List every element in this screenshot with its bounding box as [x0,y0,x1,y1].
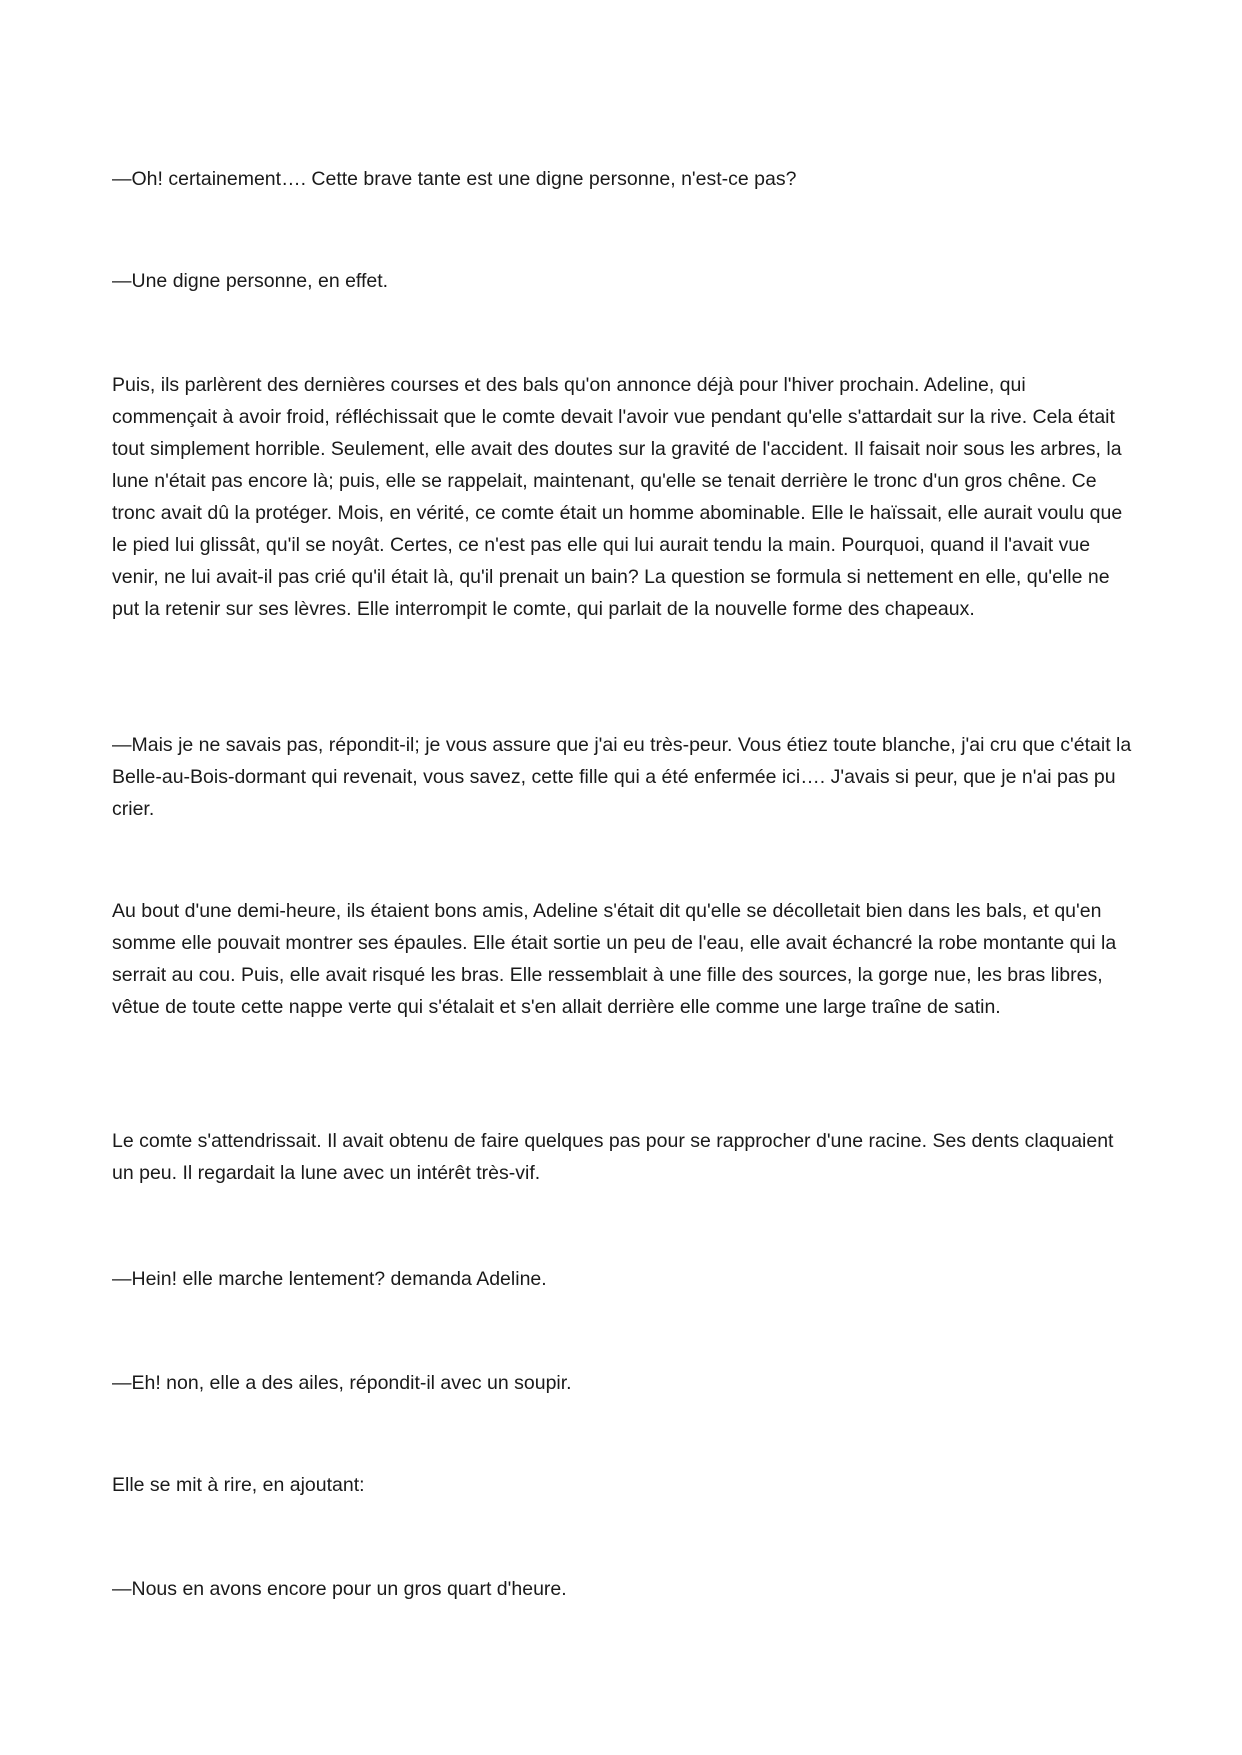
paragraph-narrative-4: Elle se mit à rire, en ajoutant: [112,1474,365,1496]
paragraph-dialogue-3: —Mais je ne savais pas, répondit-il; je vous assure que j'ai eu très-peur. Vous étiez toute blanche, j'ai cru que c'était la Belle-au-Bois-dormant qui revenait, vous savez, cette fille qui a été enfermée ici…. J'avais si peur, que je n'ai pas pu crier. [112,734,1132,820]
paragraph-dialogue-5: —Eh! non, elle a des ailes, répondit-il avec un soupir. [112,1372,572,1394]
paragraph-narrative-3: Le comte s'attendrissait. Il avait obtenu de faire quelques pas pour se rapprocher d'une racine. Ses dents claquaient un peu. Il regardait la lune avec un intérêt très-vif. [112,1130,1114,1184]
paragraph-narrative-2: Au bout d'une demi-heure, ils étaient bons amis, Adeline s'était dit qu'elle se décolletait bien dans les bals, et qu'en somme elle pouvait montrer ses épaules. Elle était sortie un peu de l'eau, elle avait échancré la robe montante qui la serrait au cou. Puis, elle avait risqué les bras. Elle ressemblait à une fille des sources, la gorge nue, les bras libres, vêtue de toute cette nappe verte qui s'étalait et s'en allait derrière elle comme une large traîne de satin. [112,900,1117,1018]
paragraph-dialogue-2: —Une digne personne, en effet. [112,270,389,292]
paragraph-dialogue-6: —Nous en avons encore pour un gros quart d'heure. [112,1578,567,1600]
paragraph-narrative-1: Puis, ils parlèrent des dernières courses et des bals qu'on annonce déjà pour l'hiver prochain. Adeline, qui commençait à avoir froid, réfléchissait que le comte devait l'avoir vue pendant qu'elle s'attardait sur la rive. Cela était tout simplement horrible. Seulement, elle avait des doutes sur la gravité de l'accident. Il faisait noir sous les arbres, la lune n'était pas encore là; puis, elle se rappelait, maintenant, qu'elle se tenait derrière le tronc d'un gros chêne. Ce tronc avait dû la protéger. Mois, en vérité, ce comte était un homme abominable. Elle le haïssait, elle aurait voulu que le pied lui glissât, qu'il se noyât. Certes, ce n'est pas elle qui lui aurait tendu la main. Pourquoi, quand il l'avait vue venir, ne lui avait-il pas crié qu'il était là, qu'il prenait un bain? La question se formula si nettement en elle, qu'elle ne put la retenir sur ses lèvres. Elle interrompit le comte, qui parlait de la nouvelle forme des chapeaux. [112,374,1123,620]
paragraph-dialogue-1: —Oh! certainement…. Cette brave tante est une digne personne, n'est-ce pas? [112,168,797,190]
paragraph-dialogue-4: —Hein! elle marche lentement? demanda Adeline. [112,1268,547,1290]
